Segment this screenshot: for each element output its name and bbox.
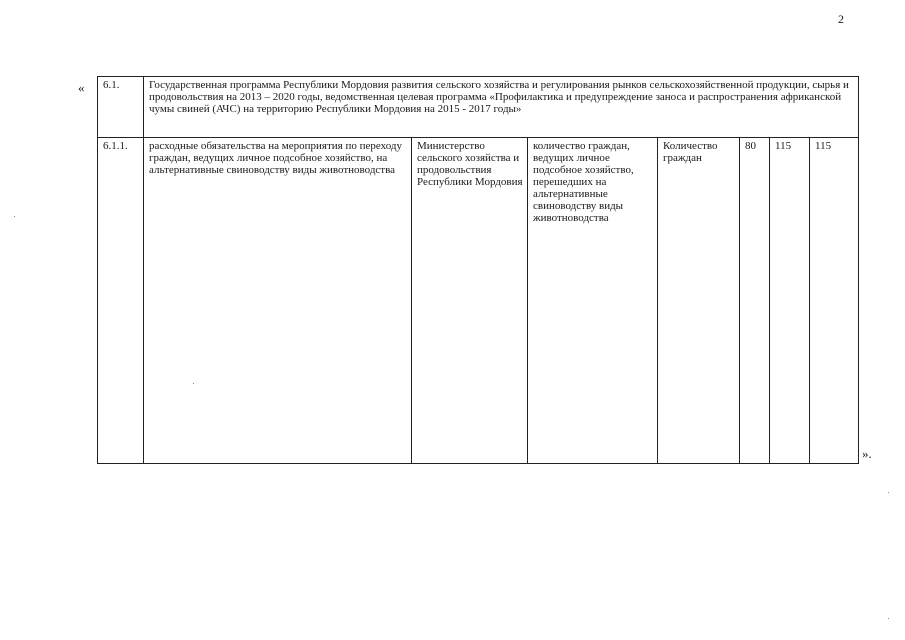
item-code: 6.1.1. [98,138,144,464]
closing-quote: ». [862,446,872,461]
item-value-2016: 115 [770,138,810,464]
item-executor: Министерство сельского хозяйства и продовольствия Республики Мордовия [412,138,528,464]
table-row [98,138,859,464]
item-unit: Количество граждан [658,138,740,464]
page-number: 2 [838,12,844,26]
item-value-2015: 80 [740,138,770,464]
item-description: расходные обязательства на мероприятия по переходу граждан, ведущих личное подсобное хозяйство, на альтернативные свиноводству виды животноводства [144,138,412,464]
opening-quote: « [78,80,85,95]
item-indicator: количество граждан, ведущих личное подсобное хозяйство, перешедших на альтернативные свиноводству виды животноводства [528,138,658,464]
program-title: Государственная программа Республики Мордовия развития сельского хозяйства и регулирования рынков сельскохозяйственной продукции, сырья и продовольствия на 2013 – 2020 годы, ведомственная целевая программа «Профилактика и предупреждение заноса и распространения африканской чумы свиней (АЧС) на территорию Республики Мордовия на 2015 - 2017 годы» [144,77,859,138]
program-table [97,76,859,464]
scan-speck [193,383,194,384]
scan-speck [888,492,889,493]
program-row [98,77,859,138]
item-value-2017: 115 [810,138,859,464]
scan-speck [888,618,889,619]
program-code: 6.1. [98,77,144,138]
scan-speck [14,216,15,217]
